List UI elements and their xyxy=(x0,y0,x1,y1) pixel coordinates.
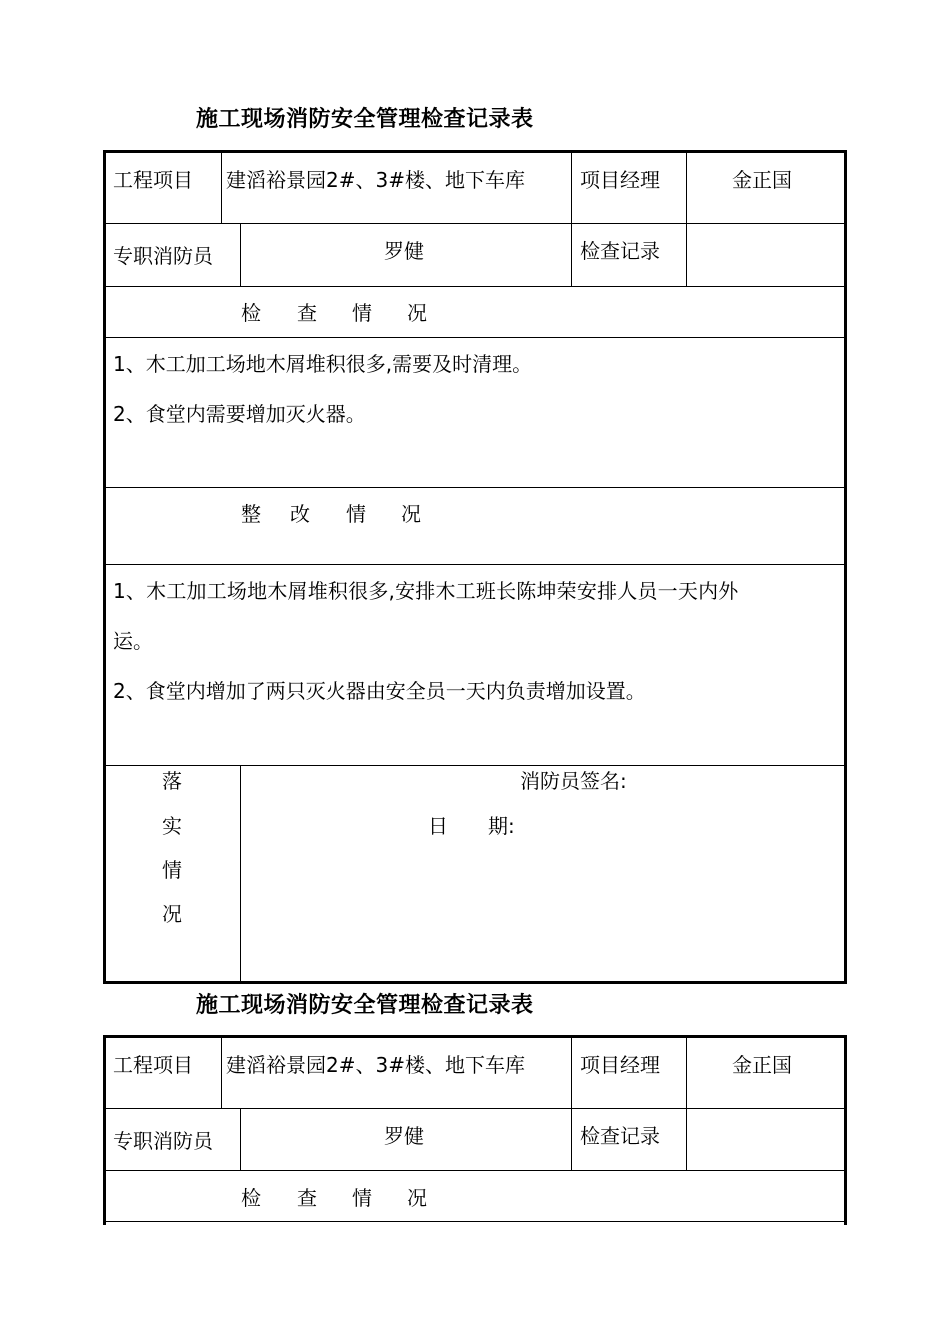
project-label: 工程项目 xyxy=(113,168,193,192)
date-label-char: 日 xyxy=(428,814,448,838)
row-divider xyxy=(105,1108,845,1109)
manager-value: 金正国 xyxy=(732,168,792,192)
col-divider xyxy=(221,1038,222,1108)
rectification-heading-char: 情 xyxy=(346,502,366,526)
inspection-heading-char: 检 xyxy=(241,301,261,325)
rectification-item: 运。 xyxy=(113,629,153,653)
row-divider xyxy=(105,1221,845,1222)
inspection-heading-char: 况 xyxy=(407,1186,427,1210)
inspection-heading-char: 情 xyxy=(352,1186,372,1210)
firefighter-value: 罗健 xyxy=(384,1124,424,1148)
inspection-heading-char: 查 xyxy=(297,301,317,325)
form-title: 施工现场消防安全管理检查记录表 xyxy=(196,993,534,1018)
col-divider xyxy=(240,1108,241,1170)
row-divider xyxy=(105,564,845,565)
inspection-heading-char: 检 xyxy=(241,1186,261,1210)
row-divider xyxy=(105,337,845,338)
col-divider xyxy=(571,152,572,286)
rectification-heading-char: 改 xyxy=(290,502,310,526)
col-divider xyxy=(686,1038,687,1170)
inspection-item: 2、食堂内需要增加灭火器。 xyxy=(113,402,366,426)
project-value: 建滔裕景园2#、3#楼、地下车库 xyxy=(226,1053,525,1077)
manager-value: 金正国 xyxy=(732,1053,792,1077)
manager-label: 项目经理 xyxy=(580,168,660,192)
row-divider xyxy=(105,487,845,488)
project-label: 工程项目 xyxy=(113,1053,193,1077)
implementation-label-char: 情 xyxy=(162,858,182,882)
row-divider xyxy=(105,286,845,287)
firefighter-label: 专职消防员 xyxy=(113,244,213,268)
record-label: 检查记录 xyxy=(580,1124,660,1148)
record-label: 检查记录 xyxy=(580,239,660,263)
implementation-label-char: 落 xyxy=(162,769,182,793)
col-divider xyxy=(571,1038,572,1170)
inspection-heading-char: 查 xyxy=(297,1186,317,1210)
project-value: 建滔裕景园2#、3#楼、地下车库 xyxy=(226,168,525,192)
date-label-char: 期: xyxy=(488,814,515,838)
inspection-item: 1、木工加工场地木屑堆积很多,需要及时清理。 xyxy=(113,352,533,376)
firefighter-label: 专职消防员 xyxy=(113,1129,213,1153)
form-frame xyxy=(103,150,847,984)
rectification-heading-char: 整 xyxy=(241,502,261,526)
row-divider xyxy=(105,223,845,224)
firefighter-value: 罗健 xyxy=(384,239,424,263)
rectification-item: 2、食堂内增加了两只灭火器由安全员一天内负责增加设置。 xyxy=(113,679,646,703)
implementation-label-char: 实 xyxy=(162,814,182,838)
manager-label: 项目经理 xyxy=(580,1053,660,1077)
rectification-heading-char: 况 xyxy=(401,502,421,526)
implementation-label-char: 况 xyxy=(162,902,182,926)
col-divider xyxy=(240,765,241,981)
row-divider xyxy=(105,765,845,766)
rectification-item: 1、木工加工场地木屑堆积很多,安排木工班长陈坤荣安排人员一天内外 xyxy=(113,579,739,603)
signature-label: 消防员签名: xyxy=(520,769,627,793)
col-divider xyxy=(221,152,222,223)
form-title: 施工现场消防安全管理检查记录表 xyxy=(196,107,534,132)
col-divider xyxy=(686,152,687,286)
inspection-heading-char: 情 xyxy=(352,301,372,325)
row-divider xyxy=(105,1170,845,1171)
col-divider xyxy=(240,223,241,286)
inspection-heading-char: 况 xyxy=(407,301,427,325)
